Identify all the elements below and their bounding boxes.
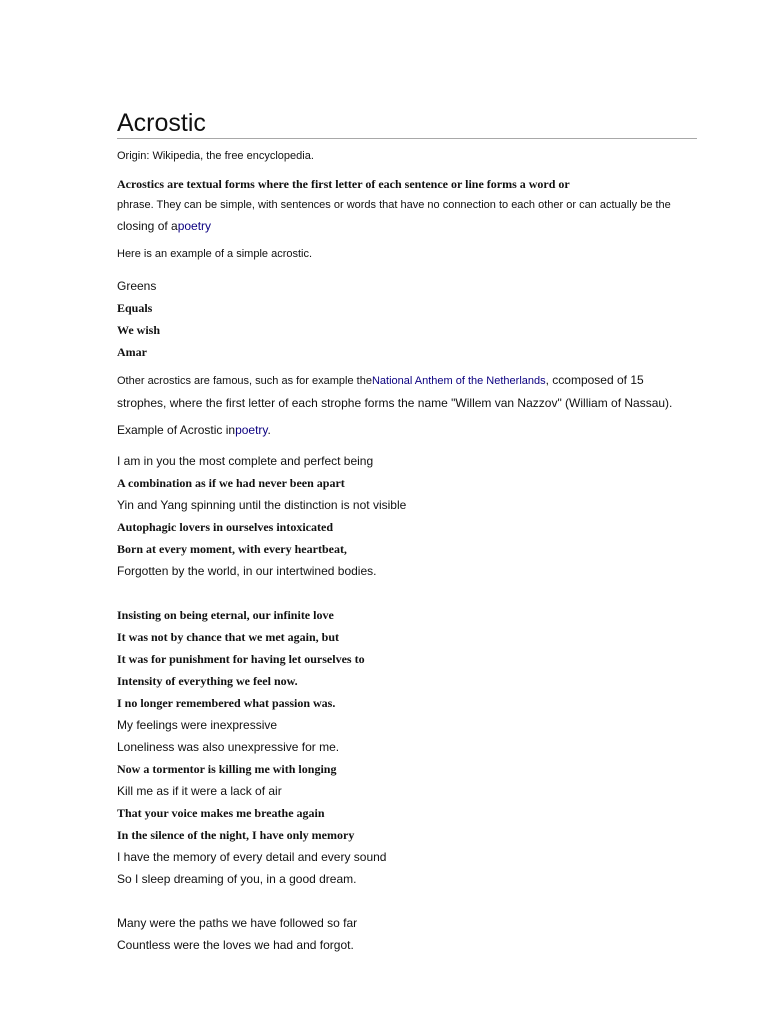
poem-line: Kill me as if it were a lack of air bbox=[117, 784, 282, 798]
poem-line: It was for punishment for having let ourselves to bbox=[117, 652, 365, 666]
poetry-example-period: . bbox=[267, 423, 271, 437]
intro-end bbox=[117, 218, 697, 234]
simple-acrostic bbox=[117, 275, 697, 363]
poem-line: That your voice makes me breathe again bbox=[117, 806, 325, 820]
poetry-example-text: Example of Acrostic in bbox=[117, 423, 236, 437]
poem-line: Now a tormentor is killing me with longing bbox=[117, 762, 337, 776]
poem-line: Born at every moment, with every heartbeat, bbox=[117, 542, 347, 556]
poem-line: Forgotten by the world, in our intertwined bodies. bbox=[117, 564, 377, 578]
acrostic-line: Amar bbox=[117, 345, 147, 359]
anthem-link[interactable]: National Anthem of the Netherlands bbox=[371, 375, 546, 387]
poem-line: Intensity of everything we feel now. bbox=[117, 674, 298, 688]
poem-line: Many were the paths we have followed so far bbox=[117, 916, 358, 930]
intro-text: phrase. They can be simple, with sentences or words that have no connection to each other or can actually be the bbox=[117, 199, 671, 211]
stanza-gap bbox=[117, 890, 697, 912]
poem-line: Insisting on being eternal, our infinite love bbox=[117, 608, 334, 622]
poem bbox=[117, 450, 697, 956]
acrostic-line: Equals bbox=[117, 301, 153, 315]
poetry-link[interactable]: poetry bbox=[177, 219, 212, 233]
acrostic-line: Greens bbox=[117, 279, 157, 293]
intro-bold-text: Acrostics are textual forms where the first letter of each sentence or line forms a word or bbox=[117, 177, 570, 191]
intro-end-text: closing of a bbox=[117, 219, 178, 233]
poem-line: I am in you the most complete and perfect being bbox=[117, 454, 374, 468]
famous-text-line2: strophes, where the first letter of each strophe forms the name "Willem van Nazzov" (William of Nassau). bbox=[117, 396, 673, 410]
poem-line: In the silence of the night, I have only memory bbox=[117, 828, 355, 842]
poem-line: I no longer remembered what passion was. bbox=[117, 696, 336, 710]
famous-text: Other acrostics are famous, such as for example the bbox=[117, 375, 372, 387]
stanza-gap bbox=[117, 582, 697, 604]
poem-line: Yin and Yang spinning until the distinction is not visible bbox=[117, 498, 407, 512]
poetry-example bbox=[117, 422, 697, 438]
page-title: Acrostic bbox=[117, 108, 697, 139]
acrostic-line: We wish bbox=[117, 323, 161, 337]
poem-line: A combination as if we had never been apart bbox=[117, 476, 345, 490]
poem-line: So I sleep dreaming of you, in a good dream. bbox=[117, 872, 357, 886]
example-intro: Here is an example of a simple acrostic. bbox=[117, 248, 313, 260]
poetry-link-2[interactable]: poetry bbox=[235, 423, 268, 437]
poem-line: Countless were the loves we had and forgot. bbox=[117, 938, 354, 952]
poem-line: It was not by chance that we met again, but bbox=[117, 630, 339, 644]
poem-line: My feelings were inexpressive bbox=[117, 718, 278, 732]
article bbox=[117, 108, 697, 956]
famous-text-mid: , ccomposed of 15 bbox=[545, 373, 644, 387]
origin-note: Origin: Wikipedia, the free encyclopedia. bbox=[117, 150, 314, 162]
poem-line: Autophagic lovers in ourselves intoxicated bbox=[117, 520, 333, 534]
famous-acrostics-paragraph bbox=[117, 369, 697, 414]
poem-line: Loneliness was also unexpressive for me. bbox=[117, 740, 340, 754]
poem-line: I have the memory of every detail and every sound bbox=[117, 850, 387, 864]
